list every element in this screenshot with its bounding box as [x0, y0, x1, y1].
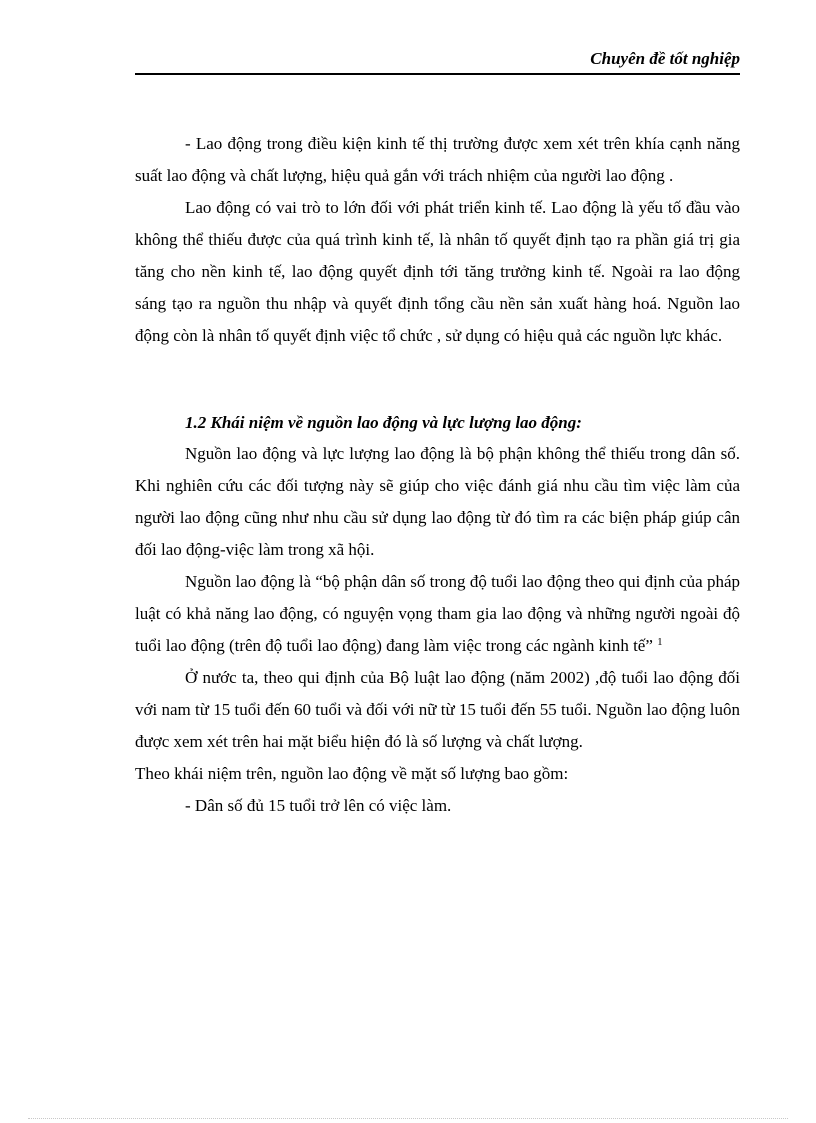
paragraph-labor-definition: [135, 566, 740, 662]
footer-divider: [28, 1118, 788, 1119]
definition-text: Nguồn lao động là “bộ phận dân số trong độ tuổi lao động theo qui định của pháp luật có khả năng lao động, có nguyện vọng tham gia lao động và những người ngoài độ tuổi lao động (trên độ tuổi lao động) đang làm việc trong các ngành kinh tế”: [135, 572, 740, 655]
paragraph-labor-market: - Lao động trong điều kiện kinh tế thị trường được xem xét trên khía cạnh năng suất lao động và chất lượng, hiệu quả gắn với trách nhiệm của người lao động .: [135, 134, 740, 185]
paragraph-labor-role: Lao động có vai trò to lớn đối với phát triển kinh tế. Lao động là yếu tố đầu vào không thể thiếu được của quá trình kinh tế, là nhân tố quyết định tạo ra phần giá trị gia tăng cho nền kinh tế, lao động quyết định tới tăng trưởng kinh tế. Ngoài ra lao động sáng tạo ra nguồn thu nhập và quyết định tổng cầu nền sản xuất hàng hoá. Nguồn lao động còn là nhân tố quyết định việc tổ chức , sử dụng có hiệu quả các nguồn lực khác.: [135, 198, 740, 345]
section-heading: 1.2 Khái niệm về nguồn lao động và lực lượng lao động:: [185, 413, 582, 432]
paragraph-labor-force-intro: Nguồn lao động và lực lượng lao động là bộ phận không thể thiếu trong dân số. Khi nghiên cứu các đối tượng này sẽ giúp cho việc đánh giá nhu cầu tìm việc làm của người lao động cũng như nhu cầu sử dụng lao động từ đó tìm ra các biện pháp giúp cân đối lao động-việc làm trong xã hội.: [135, 444, 740, 559]
paragraph-working-age: Ở nước ta, theo qui định của Bộ luật lao động (năm 2002) ,độ tuổi lao động đối với nam từ 15 tuổi đến 60 tuổi và đối với nữ từ 15 tuổi đến 55 tuổi. Nguồn lao động luôn được xem xét trên hai mặt biểu hiện đó là số lượng và chất lượng.: [135, 668, 740, 751]
header-title: Chuyên đề tốt nghiệp: [590, 49, 740, 68]
paragraph-quantity-intro: Theo khái niệm trên, nguồn lao động về mặt số lượng bao gồm:: [135, 764, 569, 783]
page-header: [135, 47, 740, 75]
document-body: [135, 128, 740, 822]
footnote-marker: 1: [657, 636, 663, 648]
list-item-employed: - Dân số đủ 15 tuổi trở lên có việc làm.: [185, 796, 452, 815]
